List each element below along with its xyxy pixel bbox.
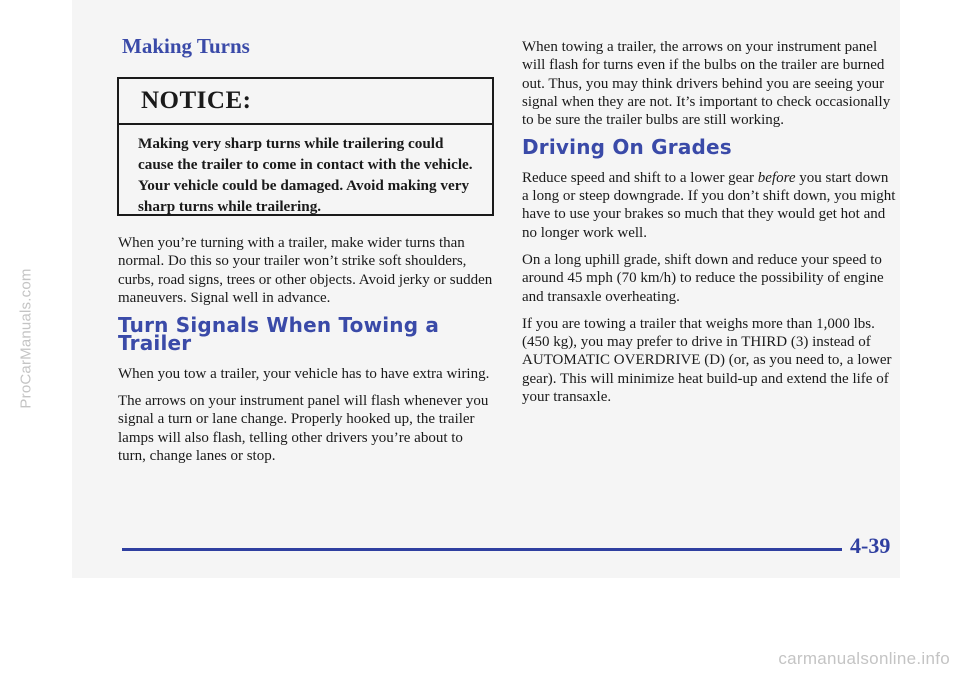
page-number: 4-39 bbox=[850, 533, 891, 558]
side-watermark: ProCarManuals.com bbox=[17, 268, 35, 409]
towing-weight-paragraph: If you are towing a trailer that weighs more than 1,000 lbs. (450 kg), you may prefer to drive in THIRD (3) instead of AUTOMATIC OVERDRIVE (D) (or, as you need to, a lower gear). This will minimize heat build-up and extend the life of your transaxle. bbox=[522, 315, 892, 406]
downgrade-emphasis: before bbox=[757, 169, 796, 186]
uphill-paragraph: On a long uphill grade, shift down and reduce your speed to around 45 mph (70 km/h) to reduce the possibility of engine and transaxle overheating. bbox=[522, 251, 884, 305]
notice-box bbox=[117, 77, 494, 216]
right-column bbox=[522, 38, 896, 415]
page-title: Making Turns bbox=[122, 34, 250, 58]
bulbs-paragraph: When towing a trailer, the arrows on your instrument panel will flash for turns even if the bulbs on the trailer are burned out. Thus, you may think drivers behind you are seeing your signal when they are not. It’s important to check occasionally to be sure the trailer bulbs are still working. bbox=[522, 39, 891, 129]
section-heading-turn-signals: Turn Signals When Towing a Trailer bbox=[118, 313, 440, 356]
turning-paragraph: When you’re turning with a trailer, make wider turns than normal. Do this so your trailer won’t strike soft shoulders, curbs, road signs, trees or other objects. Avoid jerky or sudden maneuvers. Signal well in advance. bbox=[118, 235, 493, 306]
left-column bbox=[118, 234, 494, 474]
downgrade-text-b: you start down a long or steep downgrade. If you don’t shift down, you might have to use your brakes so much that they would get hot and no longer work well. bbox=[522, 169, 896, 241]
bottom-watermark: carmanualsonline.info bbox=[778, 649, 950, 668]
extra-wiring-paragraph: When you tow a trailer, your vehicle has to have extra wiring. bbox=[118, 365, 490, 382]
section-heading-grades: Driving On Grades bbox=[522, 135, 732, 160]
arrows-flash-paragraph: The arrows on your instrument panel will flash whenever you signal a turn or lane change. Properly hooked up, the trailer lamps will also flash, telling other drivers you’re about to turn, change lanes or stop. bbox=[118, 393, 489, 464]
notice-heading: NOTICE: bbox=[119, 79, 492, 125]
footer-rule bbox=[122, 548, 842, 551]
downgrade-text-a: Reduce speed and shift to a lower gear bbox=[522, 169, 758, 186]
downgrade-paragraph bbox=[522, 169, 896, 242]
notice-body: Making very sharp turns while trailering could cause the trailer to come in contact with the vehicle. Your vehicle could be damaged. Avoid making very sharp turns while trailering. bbox=[138, 135, 473, 215]
